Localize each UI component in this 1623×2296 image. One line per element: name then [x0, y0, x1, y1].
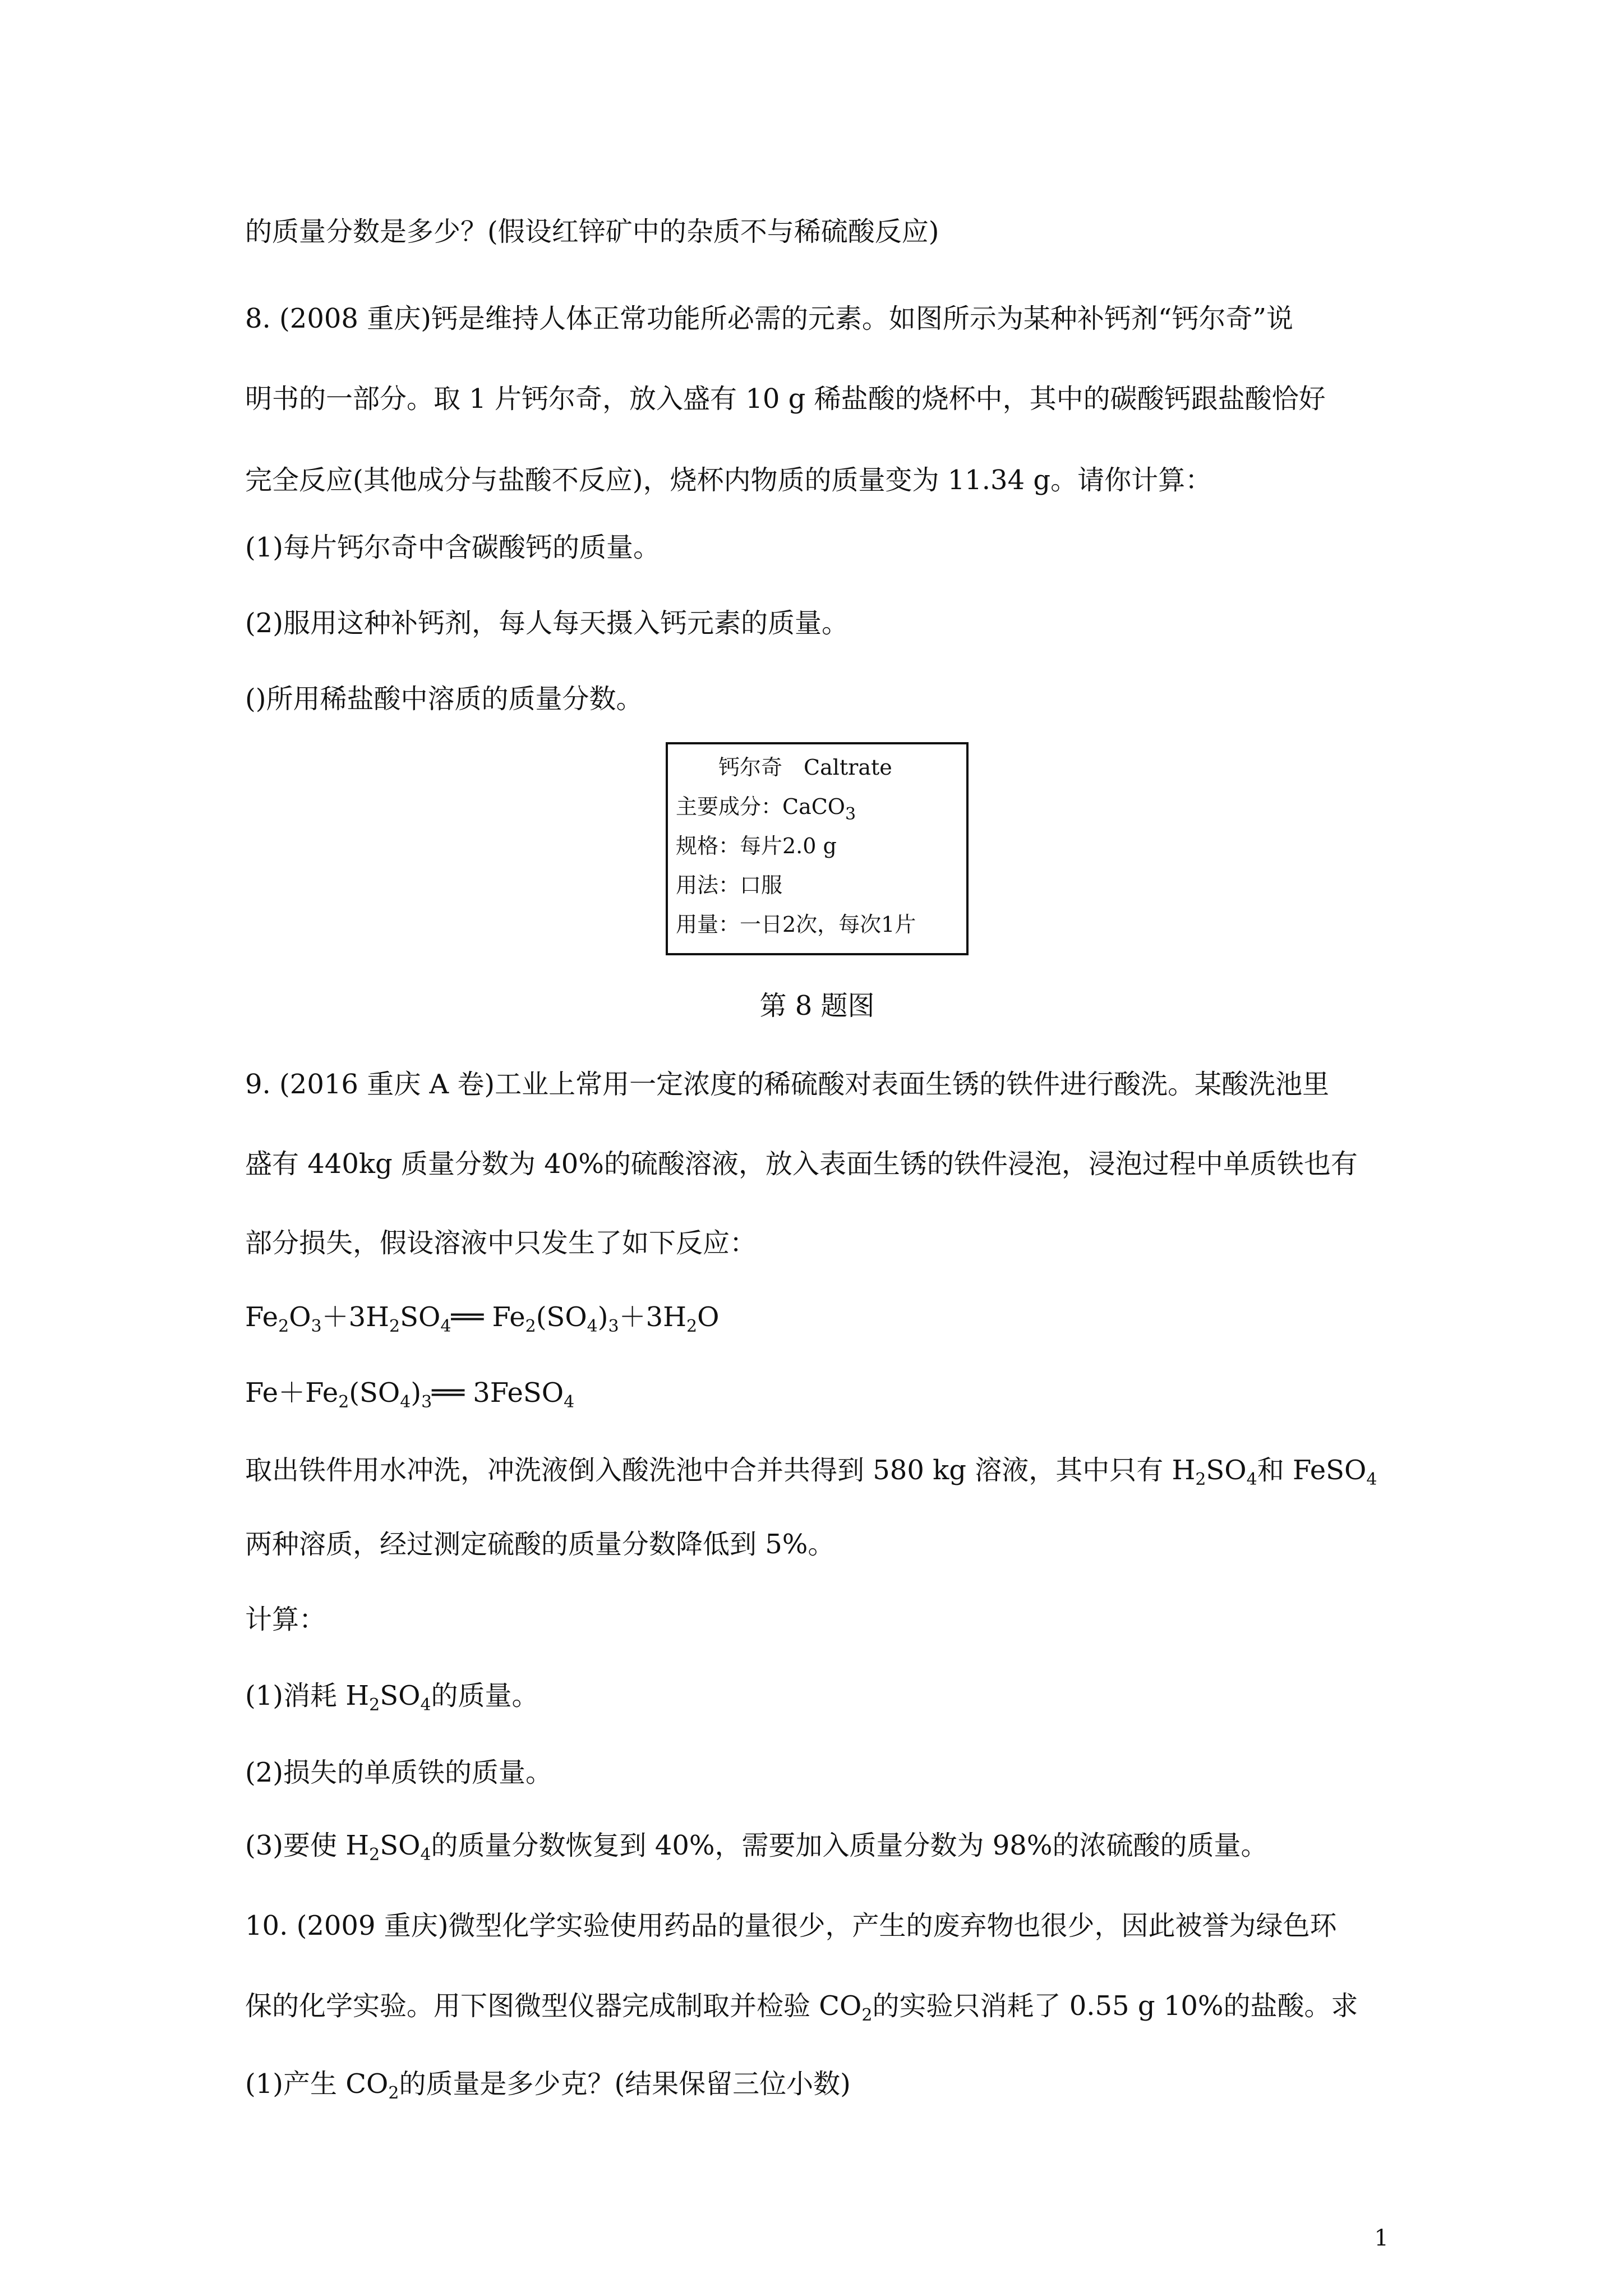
- text-line: 的质量分数是多少？(假设红锌矿中的杂质不与稀硫酸反应): [245, 216, 939, 247]
- question-9-intro: 9. (2016 重庆 A 卷)工业上常用一定浓度的稀硫酸对表面生锈的铁件进行酸洗。某酸洗池里: [245, 1069, 1330, 1100]
- figure-spec: 规格：每片2.0 g: [676, 834, 837, 858]
- text-line: 计算：: [245, 1604, 326, 1635]
- text-line: 盛有 440kg 质量分数为 40%的硫酸溶液，放入表面生锈的铁件浸泡，浸泡过程中单质铁也有: [245, 1148, 1358, 1180]
- equation-2: $Fe+Fe_2(SO_4)_3══$ 3FeSO$_4$: [245, 1377, 575, 1412]
- text-line: 部分损失，假设溶液中只发生了如下反应：: [245, 1227, 757, 1259]
- subquestion-8-2: (2)服用这种补钙剂，每人每天摄入钙元素的质量。: [245, 608, 849, 639]
- text-line: 取出铁件用水冲洗，冲洗液倒入酸洗池中合并共得到 580 kg 溶液，其中只有 $H_2SO_4$和 FeSO$_4$: [245, 1455, 1377, 1489]
- subquestion-10-1: (1)产生 $CO_2$的质量是多少克？(结果保留三位小数): [245, 2068, 851, 2103]
- subquestion-9-3: (3)要使 $H_2SO_4$的质量分数恢复到 40%，需要加入质量分数为 98%的浓硫酸的质量。: [245, 1830, 1268, 1865]
- question-8-intro: 8. (2008 重庆)钙是维持人体正常功能所必需的元素。如图所示为某种补钙剂“钙尔奇”说: [245, 303, 1294, 334]
- subquestion-8-3: ()所用稀盐酸中溶质的质量分数。: [245, 683, 643, 715]
- figure-caption: 第 8 题图: [759, 990, 875, 1022]
- figure-dosage: 用量：一日2次，每次1片: [676, 912, 916, 937]
- text-line: 完全反应(其他成分与盐酸不反应)，烧杯内物质的质量变为 11.34 g。请你计算：: [245, 464, 1212, 496]
- equation-1: $Fe_2O_3+3H_2SO_4══$ $Fe_2(SO_4)_3+3H_2O$: [245, 1301, 720, 1336]
- subquestion-8-1: (1)每片钙尔奇中含碳酸钙的质量。: [245, 532, 660, 563]
- subquestion-9-2: (2)损失的单质铁的质量。: [245, 1757, 552, 1788]
- figure-usage: 用法：口服: [676, 873, 783, 898]
- page-number: 1: [1374, 2225, 1389, 2251]
- text-line: 保的化学实验。用下图微型仪器完成制取并检验 $CO_2$的实验只消耗了 0.55 g 10%的盐酸。求: [245, 1990, 1358, 2025]
- caltrate-label-figure: [666, 742, 969, 955]
- question-10-intro: 10. (2009 重庆)微型化学实验使用药品的量很少，产生的废弃物也很少，因此被誉为绿色环: [245, 1910, 1337, 1941]
- figure-title: 钙尔奇 Caltrate: [718, 755, 892, 780]
- figure-ingredient: 主要成分：CaCO$_3$: [676, 794, 856, 824]
- text-line: 两种溶质，经过测定硫酸的质量分数降低到 5%。: [245, 1529, 835, 1560]
- text-line: 明书的一部分。取 1 片钙尔奇，放入盛有 10 g 稀盐酸的烧杯中，其中的碳酸钙跟盐酸恰好: [245, 383, 1326, 415]
- subquestion-9-1: (1)消耗 $H_2SO_4$的质量。: [245, 1680, 539, 1715]
